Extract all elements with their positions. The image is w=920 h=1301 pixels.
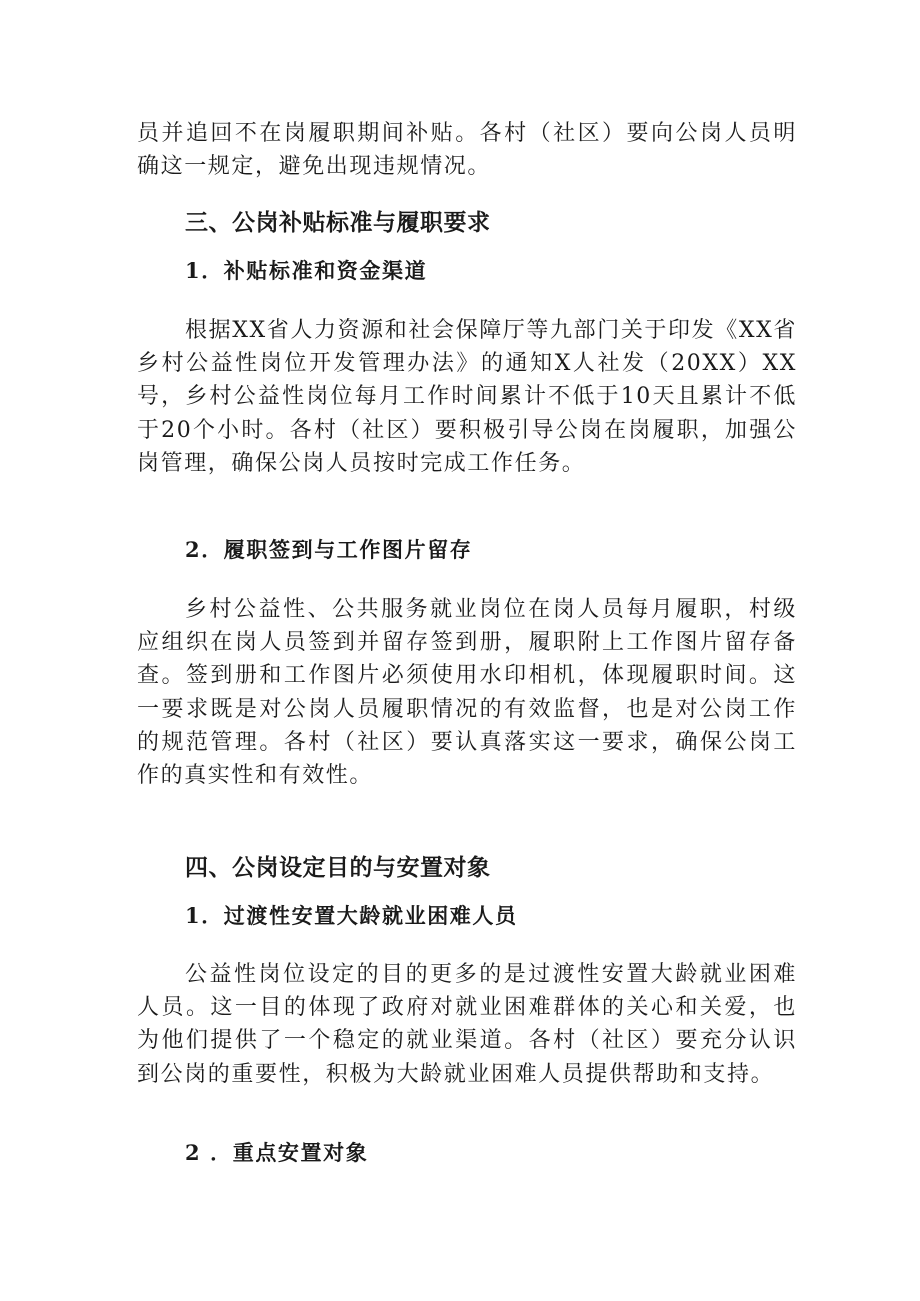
section-4-1-heading: 1．过渡性安置大龄就业困难人员	[185, 903, 518, 928]
section-3-2-body: 乡村公益性、公共服务就业岗位在岗人员每月履职，村级应组织在岗人员签到并留存签到册，履职附上工作图片留存备查。签到册和工作图片必须使用水印相机，体现履职时间。这一要求既是对公岗人员履职情况的有效监督，也是对公岗工作的规范管理。各村（社区）要认真落实这一要求，确保公岗工作的真实性和有效性。	[137, 597, 797, 789]
section-4-heading: 四、公岗设定目的与安置对象	[185, 855, 491, 881]
section-3-1-heading: 1．补贴标准和资金渠道	[185, 258, 428, 283]
section-3-heading: 三、公岗补贴标准与履职要求	[185, 210, 491, 236]
section-4-1-body: 公益性岗位设定的目的更多的是过渡性安置大龄就业困难人员。这一目的体现了政府对就业困难群体的关心和关爱，也为他们提供了一个稳定的就业渠道。各村（社区）要充分认识到公岗的重要性，积极为大龄就业困难人员提供帮助和支持。	[137, 962, 797, 1087]
section-4-2-heading: 2 ．重点安置对象	[185, 1140, 369, 1165]
intro-paragraph: 员并追回不在岗履职期间补贴。各村（社区）要向公岗人员明确这一规定，避免出现违规情况。	[137, 121, 797, 180]
section-3-2-heading: 2．履职签到与工作图片留存	[185, 537, 473, 562]
section-3-1-body: 根据XX省人力资源和社会保障厅等九部门关于印发《XX省乡村公益性岗位开发管理办法》的通知X人社发（20XX）XX号，乡村公益性岗位每月工作时间累计不低于10天且累计不低于20个小时。各村（社区）要积极引导公岗在岗履职，加强公岗管理，确保公岗人员按时完成工作任务。	[137, 318, 797, 476]
